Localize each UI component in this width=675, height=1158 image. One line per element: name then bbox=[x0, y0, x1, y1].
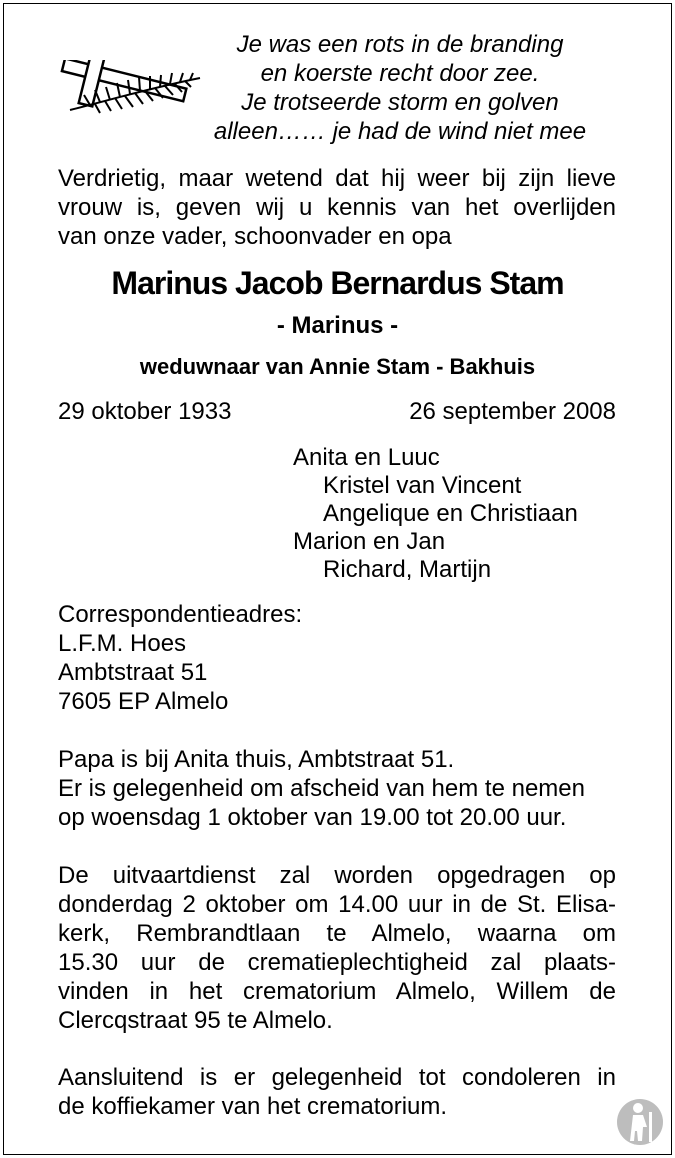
family-member: Richard, Martijn bbox=[323, 556, 492, 583]
deceased-nickname: - Marinus - bbox=[276, 312, 399, 339]
life-dates bbox=[58, 398, 616, 426]
family-member: Anita en Luuc bbox=[293, 444, 440, 471]
service-info bbox=[58, 861, 616, 1035]
family-member: Marion en Jan bbox=[293, 528, 446, 555]
visitation-line: Er is gelegenheid om afscheid van hem te nemen bbox=[58, 775, 585, 802]
poem bbox=[200, 30, 600, 146]
service-line: donderdag 2 oktober om 14.00 uur in de St. Elisa- bbox=[58, 891, 616, 918]
correspondence-address bbox=[58, 600, 616, 716]
birth-date: 29 oktober 1933 bbox=[58, 398, 232, 425]
death-date: 26 september 2008 bbox=[409, 398, 616, 425]
intro-line: van onze vader, schoonvader en opa bbox=[58, 223, 452, 250]
intro-line: Verdrietig, maar wetend dat hij weer bij zijn lieve bbox=[58, 165, 616, 192]
poem-line: alleen…… je had de wind niet mee bbox=[213, 118, 587, 145]
deceased-name: Marinus Jacob Bernardus Stam bbox=[111, 265, 564, 301]
family-list bbox=[293, 444, 578, 584]
visitation-line: op woensdag 1 oktober van 19.00 tot 20.00 uur. bbox=[58, 804, 567, 831]
address-line: L.F.M. Hoes bbox=[58, 630, 187, 657]
service-line: 15.30 uur de crematieplechtigheid zal plaats- bbox=[58, 949, 616, 976]
family-member: Kristel van Vincent bbox=[323, 472, 522, 499]
service-line: vinden in het crematorium Almelo, Willem de bbox=[58, 978, 616, 1005]
condolence-info bbox=[58, 1063, 616, 1121]
intro-line: vrouw is, geven wij u kennis van het overlijden bbox=[58, 194, 616, 221]
poem-line: en koerste recht door zee. bbox=[260, 60, 540, 87]
address-line: Correspondentieadres: bbox=[58, 601, 303, 628]
figure-logo-icon bbox=[616, 1098, 664, 1146]
condolence-line: Aansluitend is er gelegenheid tot condoleren in bbox=[58, 1064, 616, 1091]
address-line: 7605 EP Almelo bbox=[58, 688, 229, 715]
service-line: Clercqstraat 95 te Almelo. bbox=[58, 1007, 333, 1034]
service-line: kerk, Rembrandtlaan te Almelo, waarna om bbox=[58, 920, 616, 947]
condolence-line: de koffiekamer van het crematorium. bbox=[58, 1093, 448, 1120]
poem-line: Je was een rots in de branding bbox=[236, 31, 564, 58]
cross-with-palm-icon bbox=[50, 60, 205, 130]
visitation-line: Papa is bij Anita thuis, Ambtstraat 51. bbox=[58, 746, 455, 773]
widower-line: weduwnaar van Annie Stam - Bakhuis bbox=[139, 354, 536, 379]
service-line: De uitvaartdienst zal worden opgedragen op bbox=[58, 862, 616, 889]
visitation-info bbox=[58, 745, 616, 832]
poem-line: Je trotseerde storm en golven bbox=[241, 89, 559, 116]
address-line: Ambtstraat 51 bbox=[58, 659, 208, 686]
intro-text bbox=[58, 164, 616, 251]
family-member: Angelique en Christiaan bbox=[323, 500, 578, 527]
